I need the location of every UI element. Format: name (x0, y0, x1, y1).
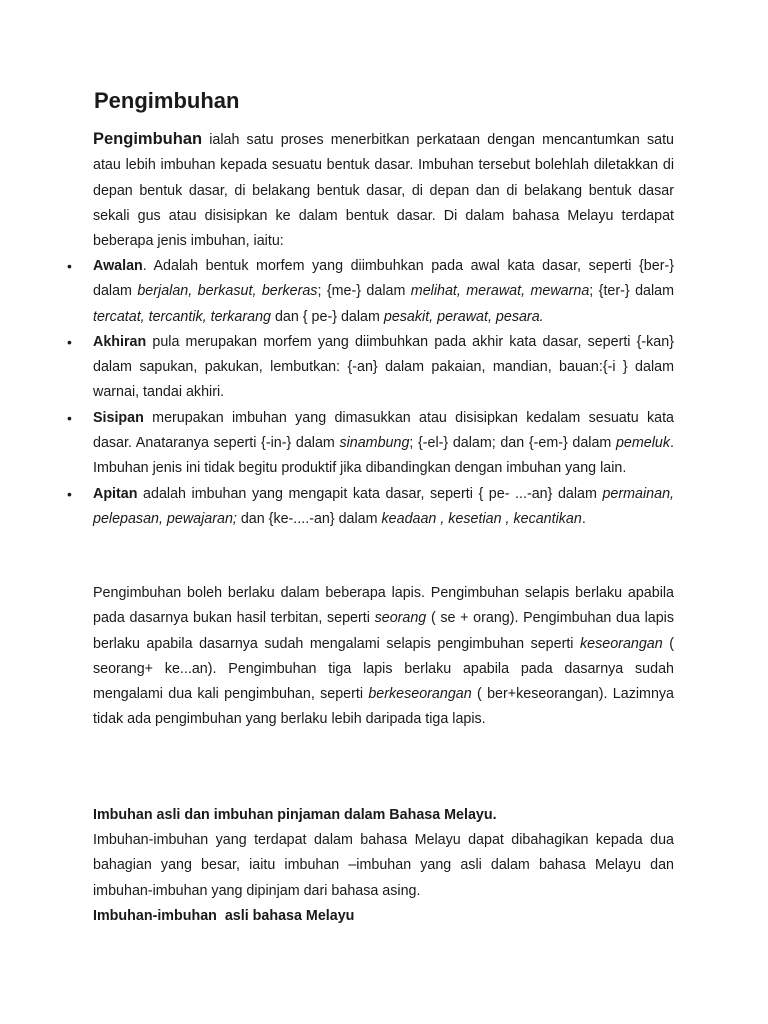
apitan-example-2: keadaan , kesetian , kecantikan (381, 510, 582, 527)
awalan-example-1: berjalan, berkasut, berkeras (137, 283, 318, 300)
sisipan-text-3: . Imbuhan jenis ini tidak begitu produktif jika dibandingkan dengan imbuhan yang lain. (93, 435, 674, 477)
section-subheading: Imbuhan-imbuhan asli bahasa Melayu (93, 908, 355, 924)
akhiran-text: pula merupakan morfem yang diimbuhkan pada akhir kata dasar, seperti {-kan} dalam sapukan, pakukan, lembutkan: {-an} dalam pakaian, mandian, bauan:{-i } dalam warnai, tandai akhiri. (93, 333, 674, 401)
lapis-text-4: ( ber+keseorangan). Lazimnya tidak ada pengimbuhan yang berlaku lebih daripada tiga lapis. (93, 686, 674, 728)
lapis-text-1: Pengimbuhan boleh berlaku dalam beberapa lapis. Pengimbuhan selapis berlaku apabila pada dasarnya bukan hasil terbitan, seperti (93, 585, 674, 627)
sisipan-text-2: ; {-el-} dalam; dan {-em-} dalam (409, 435, 616, 452)
bullet-icon: • (67, 485, 72, 502)
apitan-text-2: dan {ke-....-an} dalam (236, 510, 382, 527)
awalan-example-4: pesakit, perawat, pesara. (383, 308, 544, 325)
intro-text: ialah satu proses menerbitkan perkataan dengan mencantumkan satu atau lebih imbuhan kepada sesuatu bentuk dasar. Imbuhan tersebut bolehlah diletakkan di depan bentuk dasar, di belakang bentuk dasar, di depan dan di belakang bentuk dasar sekali gus atau disisipkan ke dalam bentuk dasar. Di dalam bahasa Melayu terdapat beberapa jenis imbuhan, iaitu: (93, 132, 674, 250)
bullet-icon: • (67, 333, 72, 350)
apitan-text-3: . (581, 510, 586, 527)
lapis-example-2: keseorangan (580, 635, 663, 652)
sisipan-example-2: pemeluk (615, 435, 670, 452)
list-item-sisipan (0, 406, 674, 482)
lapis-paragraph (93, 581, 674, 733)
awalan-text-2: ; {me-} dalam (317, 283, 411, 300)
imbuhan-types-list (0, 254, 768, 532)
awalan-example-3: tercatat, tercantik, terkarang (93, 308, 271, 325)
lapis-text-3: ( seorang+ ke...an). Pengimbuhan tiga lapis berlaku apabila pada dasarnya sudah mengalami dua kali pengimbuhan, seperti (93, 635, 674, 703)
term-sisipan: Sisipan (93, 409, 144, 426)
term-apitan: Apitan (93, 485, 138, 502)
page-title: Pengimbuhan (94, 88, 240, 113)
apitan-text-1: adalah imbuhan yang mengapit kata dasar, seperti { pe- ...-an} dalam (137, 485, 603, 502)
bullet-icon: • (67, 258, 72, 274)
awalan-text-3: ; {ter-} dalam (589, 283, 675, 300)
bullet-icon: • (67, 409, 72, 426)
apitan-example-1: permainan, pelepasan, pewajaran; (93, 485, 674, 527)
list-item-awalan (0, 254, 674, 330)
intro-term: Pengimbuhan (93, 130, 203, 148)
awalan-example-2: melihat, merawat, mewarna (410, 283, 590, 300)
awalan-text-4: dan { pe-} dalam (271, 308, 384, 325)
section-paragraph: Imbuhan-imbuhan yang terdapat dalam bahasa Melayu dapat dibahagikan kepada dua bahagian yang besar, iaitu imbuhan –imbuhan yang asli dalam bahasa Melayu dan imbuhan-imbuhan yang dipinjam dari bahasa asing. (93, 832, 674, 899)
lapis-example-1: seorang (374, 610, 427, 627)
list-item-apitan (0, 482, 674, 533)
sisipan-text-1: merupakan imbuhan yang dimasukkan atau disisipkan kedalam sesuatu kata dasar. Anataranya seperti {-in-} dalam (93, 409, 674, 452)
section-heading: Imbuhan asli dan imbuhan pinjaman dalam Bahasa Melayu. (93, 807, 497, 823)
lapis-example-3: berkeseorangan (368, 686, 472, 703)
intro-paragraph (93, 127, 674, 254)
term-awalan: Awalan (93, 258, 143, 274)
term-akhiran: Akhiran (93, 333, 147, 350)
sisipan-example-1: sinambung (339, 435, 410, 452)
list-item-akhiran (0, 330, 674, 406)
awalan-text-1: . Adalah bentuk morfem yang diimbuhkan pada awal kata dasar, seperti {ber-} dalam (93, 258, 674, 300)
lapis-text-2: ( se + orang). Pengimbuhan dua lapis berlaku apabila dasarnya sudah mengalami selapis pengimbuhan seperti (93, 610, 674, 652)
